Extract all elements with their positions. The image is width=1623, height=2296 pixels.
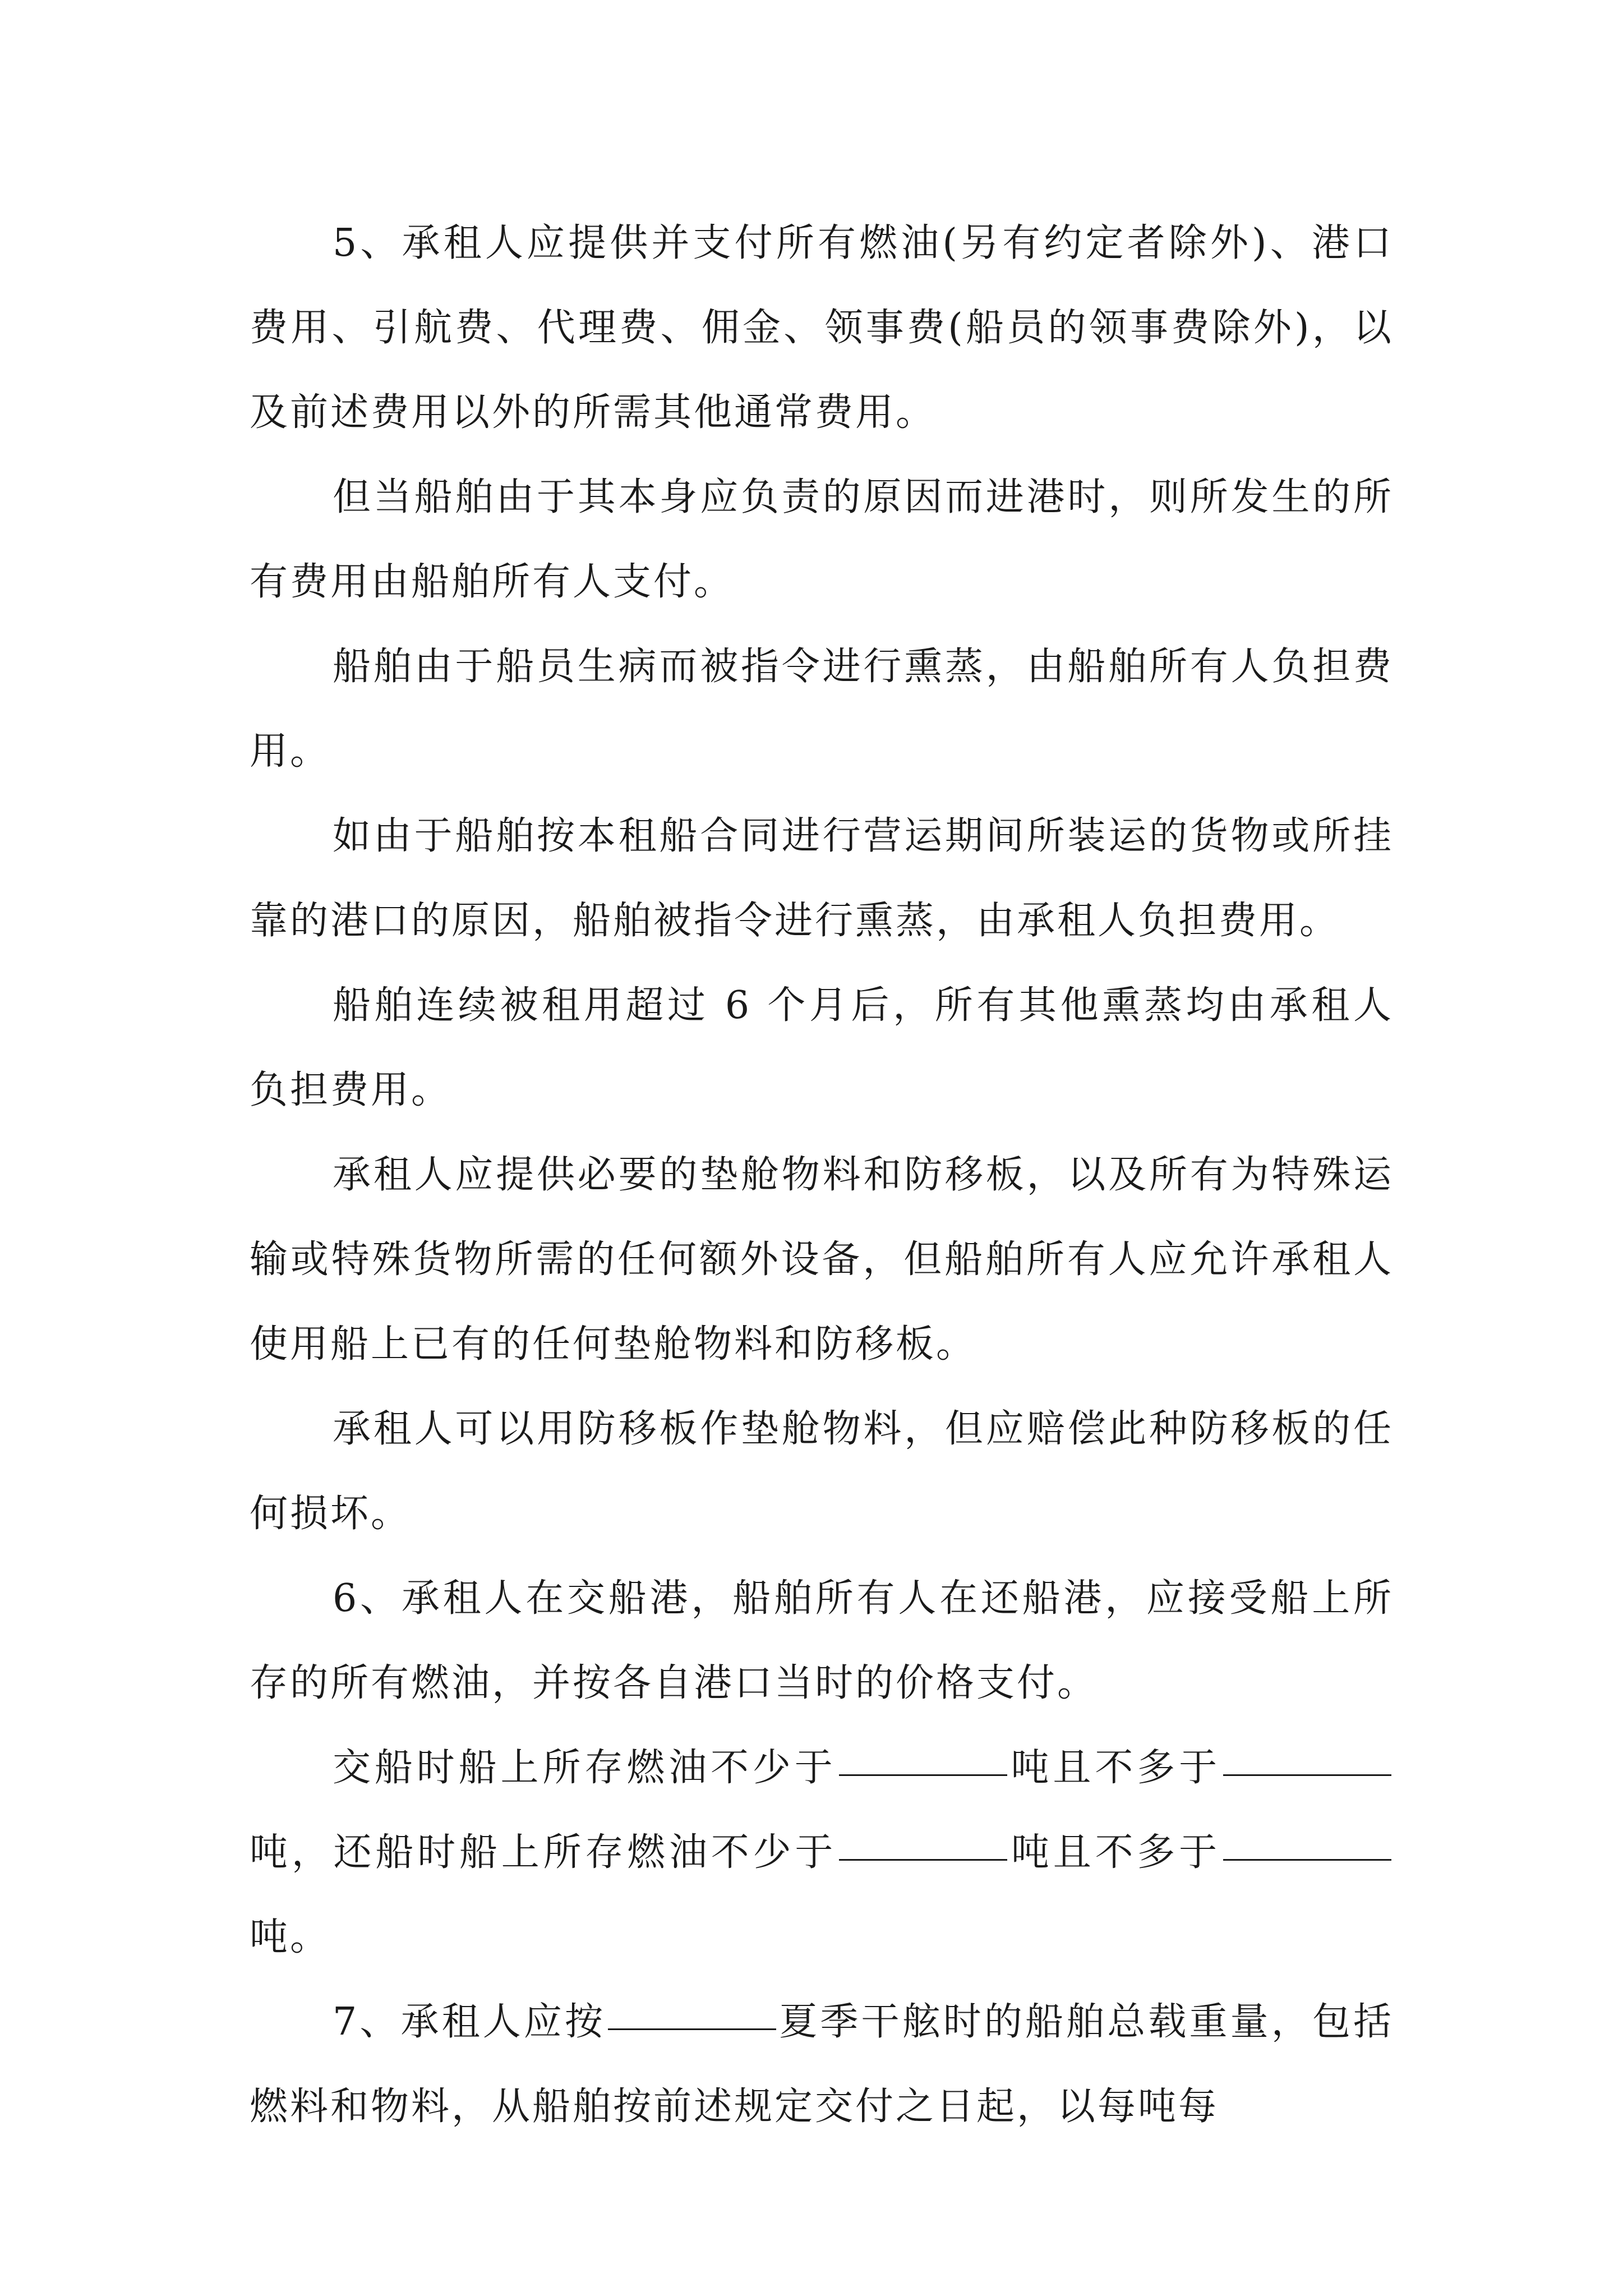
paragraph-text: 吨且不多于 [1009, 1746, 1221, 1790]
paragraph-bunkers [250, 1556, 1394, 1726]
paragraph-text: 吨。 [250, 1915, 331, 1959]
paragraph-text: 船舶由于船员生病而被指令进行熏蒸，由船舶所有人负担费用。 [250, 645, 1394, 774]
paragraph-text: 承租人可以用防移板作垫舱物料，但应赔偿此种防移板的任何损坏。 [250, 1407, 1394, 1536]
paragraph-owner-port-costs [250, 455, 1394, 624]
fill-in-blank [1223, 1858, 1391, 1861]
paragraph-text: 7、承租人应按 [333, 2000, 606, 2044]
paragraph-text: 吨，还船时船上所存燃油不少于 [250, 1830, 837, 1875]
paragraph-text: 夏季干舷时的船舶总载重量，包括燃料和物料，从船舶按前述规定交付之日起，以每吨每 [250, 2000, 1394, 2129]
paragraph-cargo-fumigation [250, 794, 1394, 963]
paragraph-text: 5、承租人应提供并支付所有燃油(另有约定者除外)、港口费用、引航费、代理费、佣金、领事费(船员的领事费除外)，以及前述费用以外的所需其他通常费用。 [250, 221, 1394, 435]
paragraph-text: 6、承租人在交船港，船舶所有人在还船港，应接受船上所存的所有燃油，并按各自港口当时的价格支付。 [250, 1576, 1394, 1705]
paragraph-text: 但当船舶由于其本身应负责的原因而进港时，则所发生的所有费用由船舶所有人支付。 [250, 475, 1394, 604]
fill-in-blank [1223, 1774, 1391, 1776]
paragraph-fuel-costs [250, 201, 1394, 455]
paragraph-crew-fumigation [250, 624, 1394, 794]
paragraph-bunker-quantities [250, 1726, 1394, 1980]
paragraph-text: 承租人应提供必要的垫舱物料和防移板，以及所有为特殊运输或特殊货物所需的任何额外设备，但船舶所有人应允许承租人使用船上已有的任何垫舱物料和防移板。 [250, 1153, 1394, 1366]
paragraph-dunnage [250, 1133, 1394, 1387]
document-body [250, 201, 1394, 2149]
paragraph-text: 船舶连续被租用超过 6 个月后，所有其他熏蒸均由承租人负担费用。 [250, 983, 1394, 1112]
paragraph-hire-rate [250, 1980, 1394, 2149]
fill-in-blank [839, 1774, 1007, 1776]
fill-in-blank [839, 1858, 1007, 1861]
paragraph-six-month-fumigation [250, 963, 1394, 1133]
paragraph-text: 吨且不多于 [1009, 1830, 1221, 1875]
paragraph-shifting-boards [250, 1387, 1394, 1556]
paragraph-text: 交船时船上所存燃油不少于 [333, 1746, 837, 1790]
fill-in-blank [608, 2028, 776, 2030]
paragraph-text: 如由于船舶按本租船合同进行营运期间所装运的货物或所挂靠的港口的原因，船舶被指令进行熏蒸，由承租人负担费用。 [250, 814, 1394, 943]
